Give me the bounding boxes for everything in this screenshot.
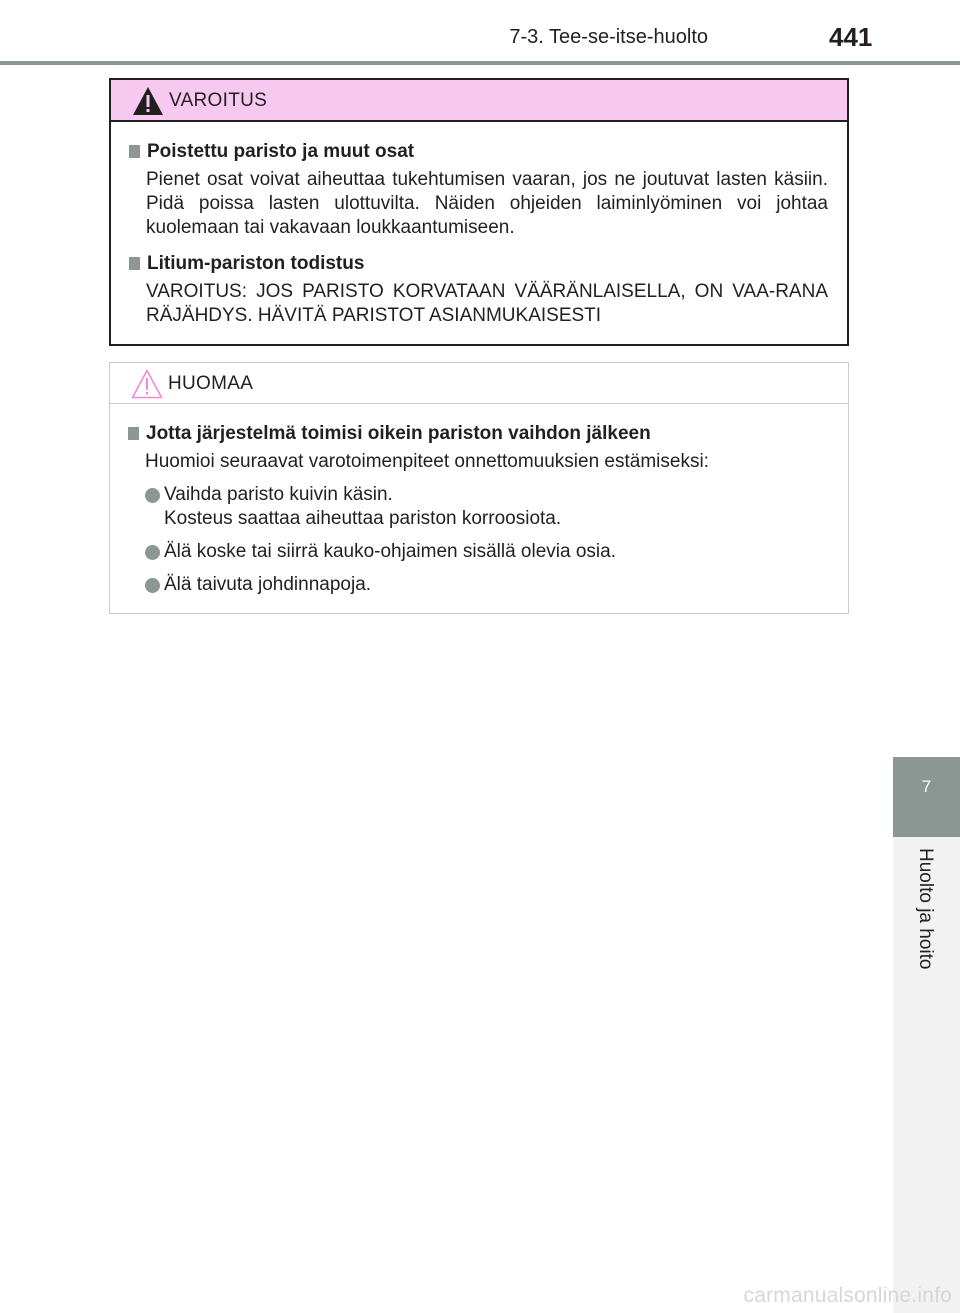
- warning-section-title: Poistettu paristo ja muut osat: [129, 140, 828, 164]
- circle-bullet-icon: [145, 578, 160, 593]
- notice-intro: Huomioi seuraavat varotoimenpiteet onnettomuuksien estämiseksi:: [145, 451, 709, 472]
- warning-body: [111, 122, 847, 328]
- list-item: Älä koske tai siirrä kauko-ohjaimen sisällä olevia osia.: [145, 540, 829, 564]
- list-item: Älä taivuta johdinnapoja.: [145, 573, 829, 597]
- square-bullet-icon: [129, 145, 140, 158]
- list-item: Vaihda paristo kuivin käsin. Kosteus saattaa aiheuttaa pariston korroosiota.: [145, 483, 829, 531]
- notice-header: [110, 363, 848, 404]
- warning-header: [111, 80, 847, 122]
- warning-section-text: Pienet osat voivat aiheuttaa tukehtumisen vaaran, jos ne joutuvat lasten käsiin. Pidä poissa lasten ulottuvilta. Näiden ohjeiden laiminlyöminen voi johtaa kuolemaan tai vakavaan loukkaantumiseen.: [146, 169, 828, 238]
- warning-box: [109, 78, 849, 346]
- section-header: 7-3. Tee-se-itse-huolto: [509, 26, 708, 48]
- notice-label: HUOMAA: [168, 373, 254, 394]
- notice-body: [110, 404, 848, 597]
- watermark: carmanualsonline.info: [743, 1284, 952, 1307]
- chapter-tab: [893, 757, 960, 837]
- circle-bullet-icon: [145, 545, 160, 560]
- header-rule: [0, 61, 960, 65]
- warning-triangle-icon: [131, 85, 165, 117]
- notice-box: [109, 362, 849, 614]
- caution-triangle-outline-icon: [130, 368, 164, 400]
- chapter-title: Huolto ja hoito: [915, 848, 936, 970]
- square-bullet-icon: [129, 257, 140, 270]
- warning-label: VAROITUS: [169, 90, 268, 111]
- page-number: 441: [829, 22, 873, 52]
- notice-section-title: Jotta järjestelmä toimisi oikein pariston vaihdon jälkeen: [128, 422, 829, 446]
- chapter-number: 7: [921, 777, 932, 796]
- square-bullet-icon: [128, 427, 139, 440]
- warning-section-title: Litium-pariston todistus: [129, 252, 828, 276]
- circle-bullet-icon: [145, 488, 160, 503]
- warning-section-text: VAROITUS: JOS PARISTO KORVATAAN VÄÄRÄNLAISELLA, ON VAA-RANA RÄJÄHDYS. HÄVITÄ PARISTOT ASIANMUKAISESTI: [146, 281, 828, 326]
